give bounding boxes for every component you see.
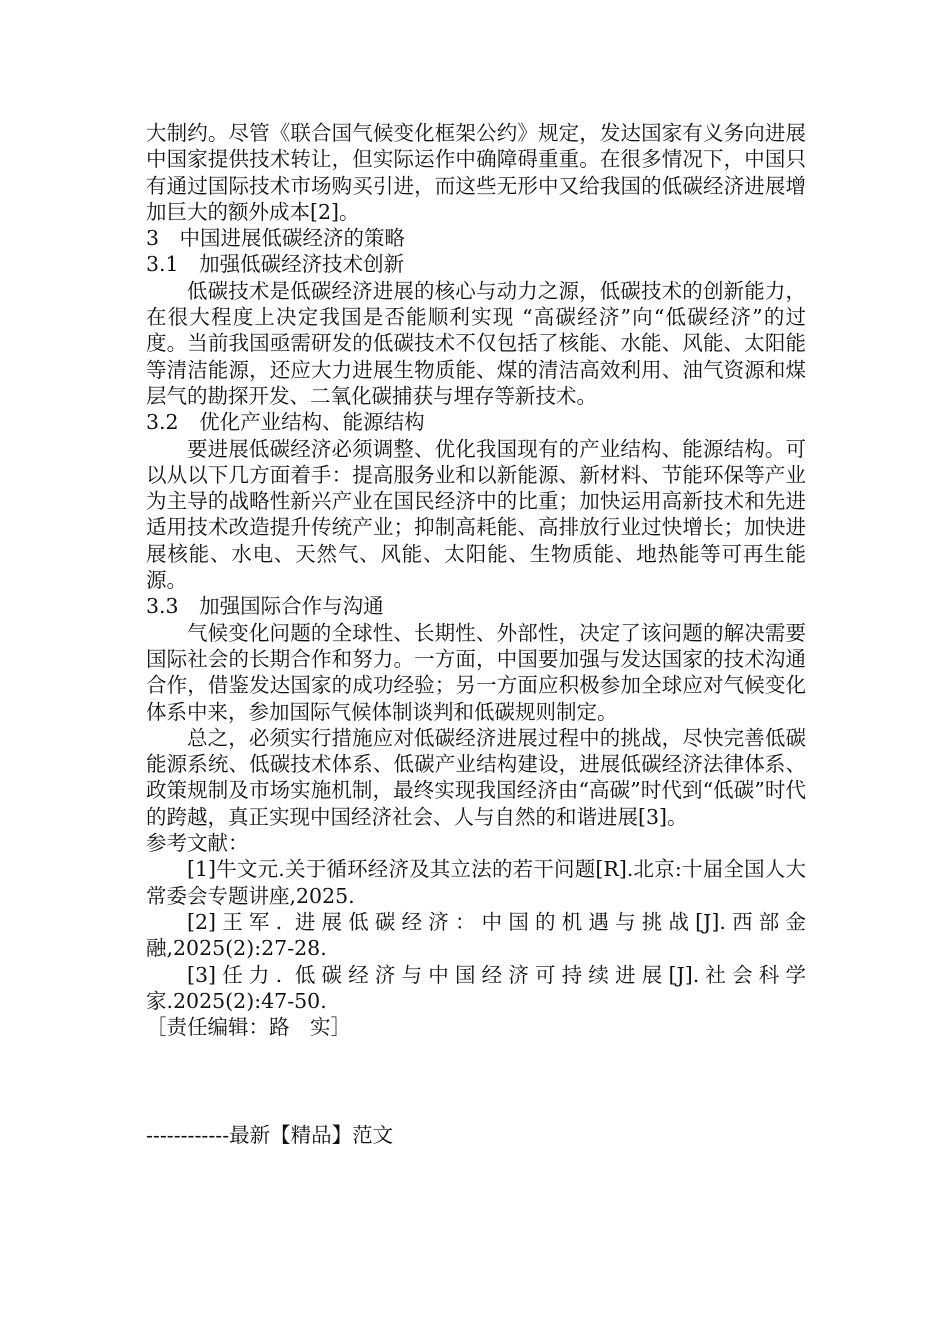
paragraph-conclusion: 总之，必须实行措施应对低碳经济进展过程中的挑战，尽快完善低碳能源系统、低碳技术体系、低碳产业结构建设，进展低碳经济法律体系、政策规制及市场实施机制，最终实现我国经济由“高碳”时代到“低碳”时代的跨越，真正实现中国经济社会、人与自然的和谐进展[3]。	[146, 725, 806, 829]
reference-item: [2]王军. 进展低碳经济：中国的机遇与挑战[J].西部金融,2025(2):27-28.	[146, 909, 806, 961]
subsection-heading-3-3: 3.3 加强国际合作与沟通	[146, 594, 384, 619]
document-body	[146, 120, 806, 1040]
reference-item: [3]任力. 低碳经济与中国经济可持续进展[J].社会科学家.2025(2):47-50.	[146, 962, 806, 1013]
page-footer: ------------最新【精品】范文	[146, 1123, 394, 1147]
responsible-editor: ［责任编辑：路 实］	[146, 1015, 351, 1040]
references-heading: 参考文献：	[146, 831, 249, 856]
subsection-heading-3-1: 3.1 加强低碳经济技术创新	[146, 252, 405, 277]
paragraph-industry-structure: 要进展低碳经济必须调整、优化我国现有的产业结构、能源结构。可以从以下几方面着手：提高服务业和以新能源、新材料、节能环保等产业为主导的战略性新兴产业在国民经济中的比重；加快运用高新技术和先进适用技术改造提升传统产业；抑制高耗能、高排放行业过快增长；加快进展核能、水电、天然气、风能、太阳能、生物质能、地热能等可再生能源。	[146, 436, 806, 593]
paragraph-international-cooperation: 气候变化问题的全球性、长期性、外部性，决定了该问题的解决需要国际社会的长期合作和努力。一方面，中国要加强与发达国家的技术沟通合作，借鉴发达国家的成功经验；另一方面应积极参加全球应对气候变化体系中来，参加国际气候体制谈判和低碳规则制定。	[146, 620, 806, 724]
reference-item: [1]牛文元.关于循环经济及其立法的若干问题[R].北京:十届全国人大常委会专题讲座,2025.	[146, 857, 806, 908]
subsection-heading-3-2: 3.2 优化产业结构、能源结构	[146, 410, 425, 435]
paragraph-low-carbon-tech: 低碳技术是低碳经济进展的核心与动力之源，低碳技术的创新能力，在很大程度上决定我国是否能顺利实现 “高碳经济”向“低碳经济”的过度。当前我国亟需研发的低碳技术不仅包括了核能、水能、风能、太阳能等清洁能源，还应大力进展生物质能、煤的清洁高效利用、油气资源和煤层气的勘探开发、二氧化碳捕获与埋存等新技术。	[146, 278, 806, 408]
paragraph-continuation: 大制约。尽管《联合国气候变化框架公约》规定，发达国家有义务向进展中国家提供技术转让，但实际运作中确障碍重重。在很多情况下，中国只有通过国际技术市场购买引进，而这些无形中又给我国的低碳经济进展增加巨大的额外成本[2]。	[146, 121, 806, 224]
section-heading-3: 3 中国进展低碳经济的策略	[146, 226, 406, 251]
